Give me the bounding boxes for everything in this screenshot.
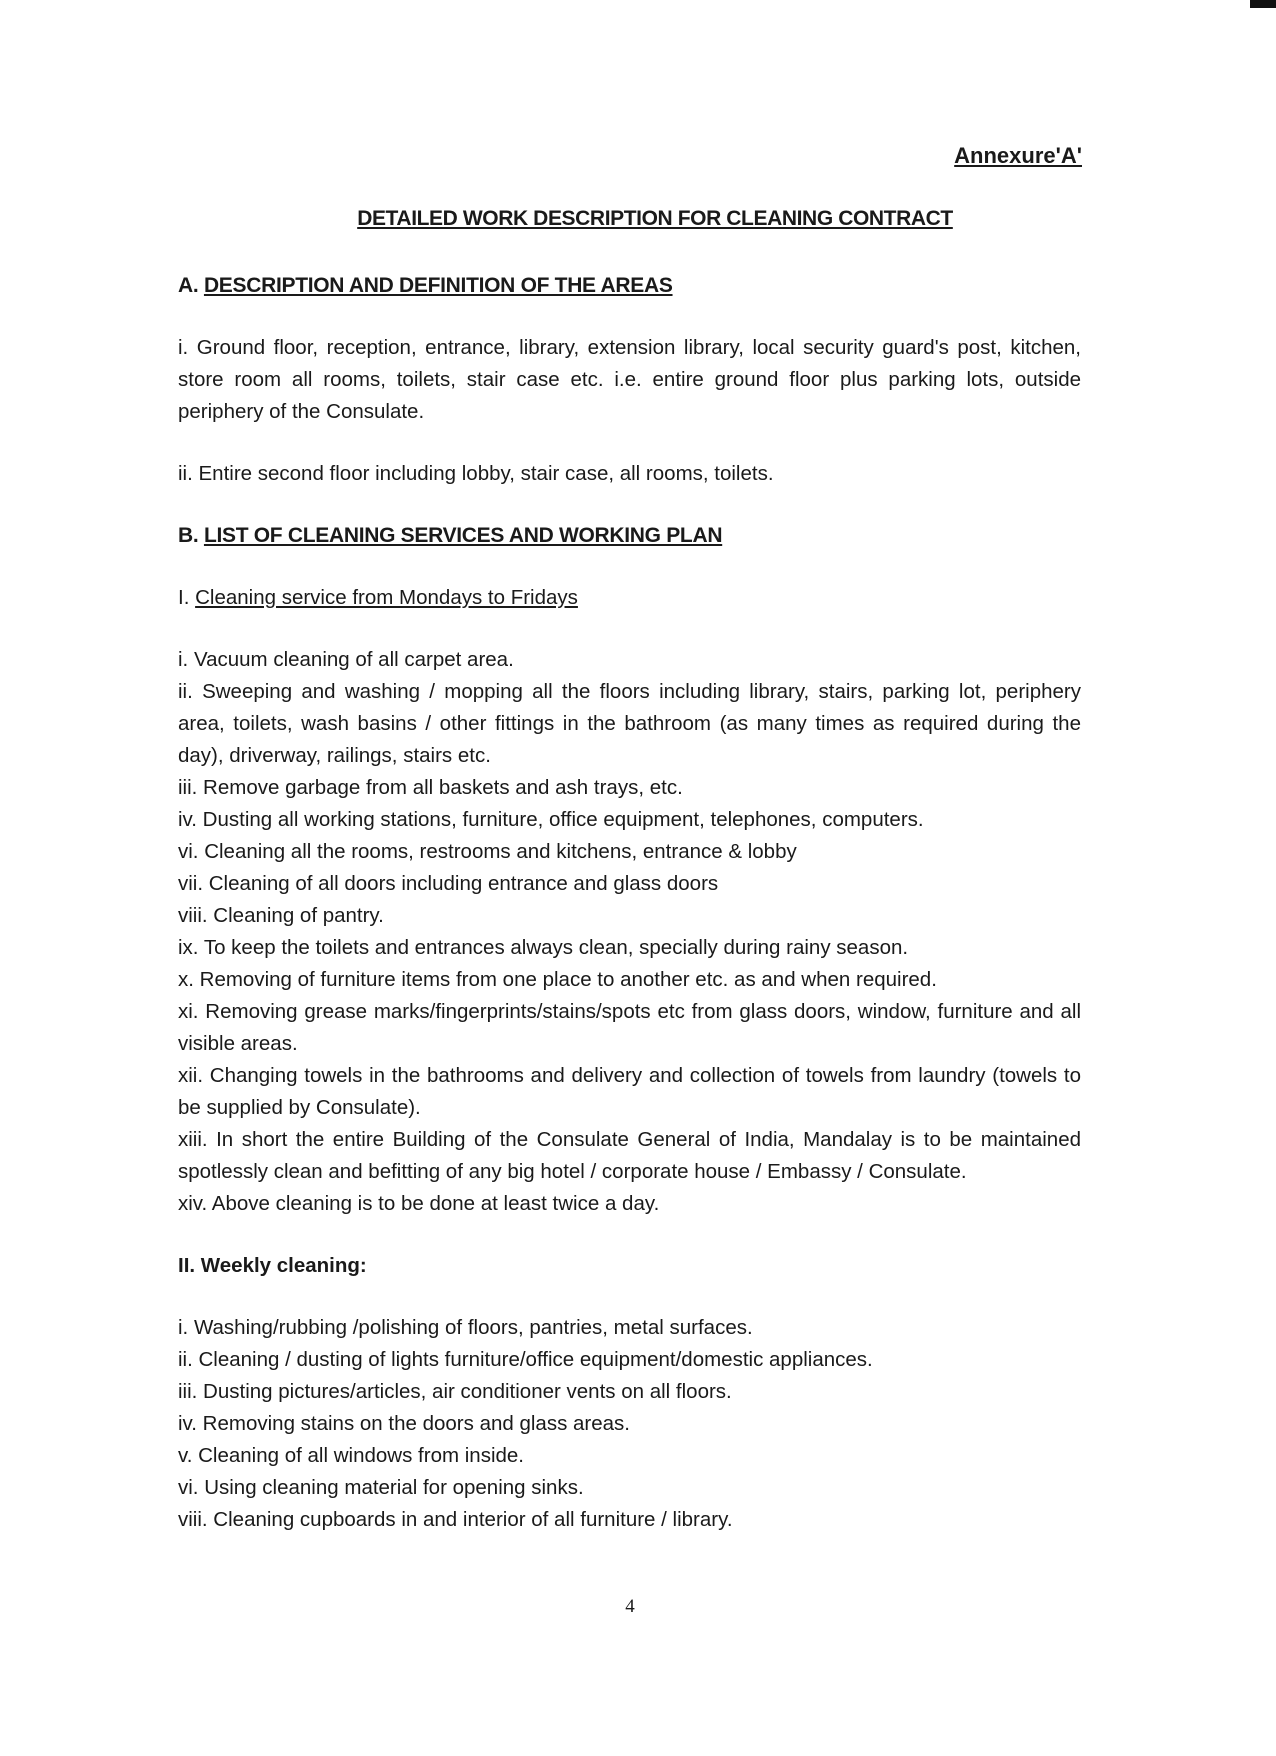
section-b-title: LIST OF CLEANING SERVICES AND WORKING PLAN — [203, 524, 723, 547]
section-a-paragraph-2: ii. Entire second floor including lobby, stair case, all rooms, toilets. — [178, 462, 774, 485]
list-item: i. Vacuum cleaning of all carpet area. — [178, 648, 514, 671]
list-item: vi. Cleaning all the rooms, restrooms and kitchens, entrance & lobby — [178, 840, 797, 863]
list-item: xii. Changing towels in the bathrooms and delivery and collection of towels from laundry (towels to be supplied by Consulate). — [178, 1064, 1081, 1119]
scan-edge-mark — [1250, 0, 1276, 8]
weekly-cleaning-list — [178, 1312, 1081, 1536]
list-item: ii. Cleaning / dusting of lights furniture/office equipment/domestic appliances. — [178, 1348, 873, 1371]
section-a-heading — [178, 270, 1081, 302]
daily-cleaning-title: Cleaning service from Mondays to Fridays — [195, 586, 578, 609]
page-number: 4 — [625, 1596, 635, 1617]
daily-cleaning-prefix: I. — [178, 586, 196, 609]
list-item: iii. Dusting pictures/articles, air conditioner vents on all floors. — [178, 1380, 732, 1403]
list-item: x. Removing of furniture items from one place to another etc. as and when required. — [178, 968, 937, 991]
list-item: iii. Remove garbage from all baskets and ash trays, etc. — [178, 776, 683, 799]
list-item: v. Cleaning of all windows from inside. — [178, 1444, 524, 1467]
weekly-cleaning-heading: II. Weekly cleaning: — [178, 1254, 367, 1277]
list-item: i. Washing/rubbing /polishing of floors, pantries, metal surfaces. — [178, 1316, 753, 1339]
section-a-title: DESCRIPTION AND DEFINITION OF THE AREAS — [203, 274, 673, 297]
section-b-prefix: B. — [178, 524, 204, 547]
list-item: iv. Removing stains on the doors and glass areas. — [178, 1412, 631, 1435]
list-item: vii. Cleaning of all doors including entrance and glass doors — [178, 872, 719, 895]
document-title: DETAILED WORK DESCRIPTION FOR CLEANING CONTRACT — [357, 207, 953, 230]
list-item: vi. Using cleaning material for opening sinks. — [178, 1476, 584, 1499]
section-a-prefix: A. — [178, 274, 204, 297]
annexure-label: Annexure'A' — [954, 143, 1082, 168]
list-item: viii. Cleaning cupboards in and interior of all furniture / library. — [178, 1508, 733, 1531]
document-body — [178, 270, 1081, 1536]
list-item: xiii. In short the entire Building of the Consulate General of India, Mandalay is to be maintained spotlessly clean and befitting of any big hotel / corporate house / Embassy / Consulate. — [178, 1128, 1081, 1183]
daily-cleaning-heading — [178, 582, 1081, 614]
section-a-paragraph-1: i. Ground floor, reception, entrance, library, extension library, local security guard's post, kitchen, store room all rooms, toilets, stair case etc. i.e. entire ground floor plus parking lots, outside periphery of the Consulate. — [178, 336, 1081, 423]
list-item: viii. Cleaning of pantry. — [178, 904, 384, 927]
list-item: xi. Removing grease marks/fingerprints/stains/spots etc from glass doors, window, furniture and all visible areas. — [178, 1000, 1081, 1055]
section-b-heading — [178, 520, 1081, 552]
daily-cleaning-list — [178, 644, 1081, 1220]
list-item: xiv. Above cleaning is to be done at least twice a day. — [178, 1192, 660, 1215]
list-item: ix. To keep the toilets and entrances always clean, specially during rainy season. — [178, 936, 909, 959]
list-item: iv. Dusting all working stations, furniture, office equipment, telephones, computers. — [178, 808, 924, 831]
list-item: ii. Sweeping and washing / mopping all the floors including library, stairs, parking lot, periphery area, toilets, wash basins / other fittings in the bathroom (as many times as required during the day), driverway, railings, stairs etc. — [178, 680, 1081, 767]
